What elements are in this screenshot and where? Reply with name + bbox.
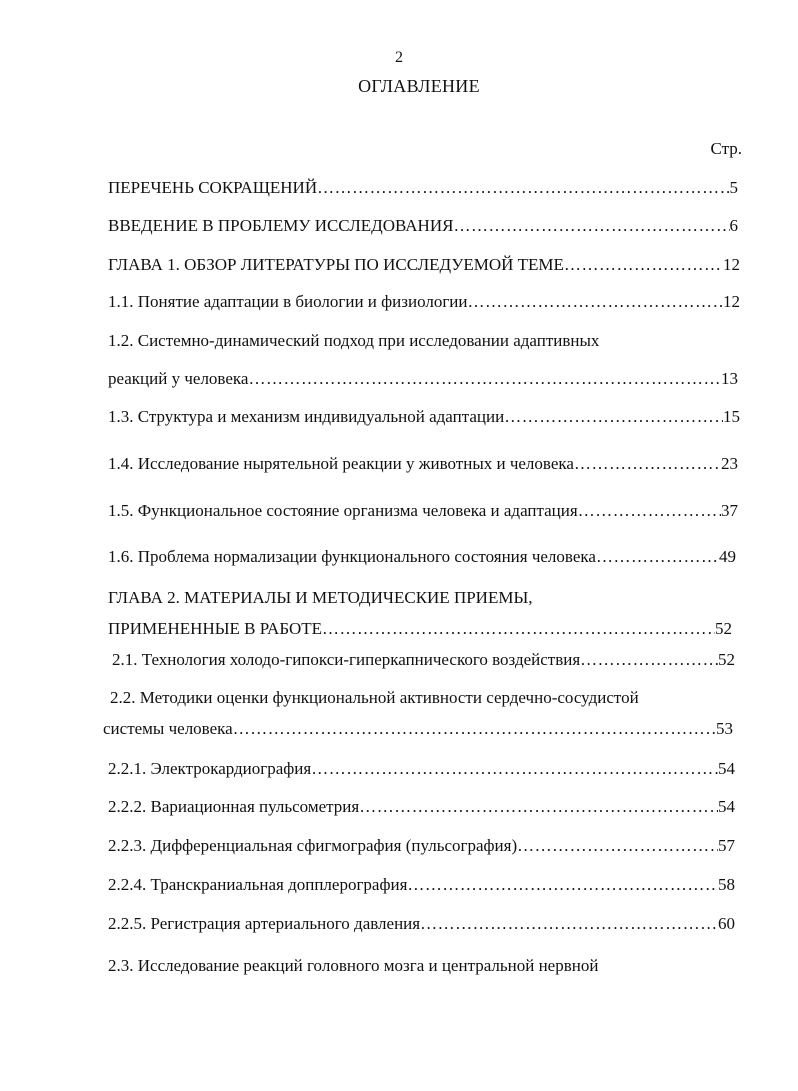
toc-entry-text: 2.2.2. Вариационная пульсометрия: [108, 797, 360, 816]
toc-entry-text: 2.2.3. Дифференциальная сфигмография (пульсография): [108, 836, 518, 855]
toc-leader-dots: [311, 757, 718, 781]
toc-entry-text: системы человека: [103, 719, 233, 738]
toc-entry: [103, 717, 733, 741]
toc-entry-line1: 2.2. Методики оценки функциональной активности сердечно-сосудистой: [110, 688, 639, 707]
toc-entry-text: 1.3. Структура и механизм индивидуальной адаптации: [108, 407, 505, 426]
toc-entry-line1: 2.3. Исследование реакций головного мозга и центральной нервной: [108, 956, 599, 975]
toc-entry: [108, 452, 738, 476]
toc-entry-page: 52: [718, 650, 735, 669]
toc-leader-dots: [580, 648, 718, 672]
toc-leader-dots: [578, 499, 721, 523]
toc-leader-dots: [407, 873, 718, 897]
toc-entry-page: 23: [721, 454, 738, 473]
toc-entry: [108, 834, 735, 858]
toc-entry-text: ПЕРЕЧЕНЬ СОКРАЩЕНИЙ: [108, 178, 318, 197]
toc-leader-dots: [248, 367, 721, 391]
page-number: 2: [395, 49, 403, 66]
toc-entry-line1: ГЛАВА 2. МАТЕРИАЛЫ И МЕТОДИЧЕСКИЕ ПРИЕМЫ,: [108, 588, 533, 607]
toc-leader-dots: [517, 834, 718, 858]
toc-entry-text: 2.2.4. Транскраниальная допплерография: [108, 875, 408, 894]
toc-entry: [108, 499, 738, 523]
toc-entry: [108, 214, 738, 238]
toc-entry: [108, 367, 738, 391]
toc-leader-dots: [453, 214, 729, 238]
toc-entry-page: 52: [715, 619, 732, 638]
toc-leader-dots: [420, 912, 718, 936]
toc-title: ОГЛАВЛЕНИЕ: [358, 76, 480, 96]
toc-entry: [108, 405, 740, 429]
toc-entry-page: 5: [729, 178, 738, 197]
toc-leader-dots: [504, 405, 723, 429]
toc-entry-page: 54: [718, 797, 735, 816]
toc-entry: [108, 873, 735, 897]
toc-entry-page: 13: [721, 369, 738, 388]
toc-entry: [108, 253, 740, 277]
toc-entry-text: 1.6. Проблема нормализации функционального состояния человека: [108, 547, 596, 566]
toc-entry-page: 58: [718, 875, 735, 894]
toc-leader-dots: [564, 253, 723, 277]
toc-entry: [108, 912, 735, 936]
toc-entry: [108, 545, 736, 569]
toc-entry-text: ПРИМЕНЕННЫЕ В РАБОТЕ: [108, 619, 323, 638]
toc-entry-page: 54: [718, 759, 735, 778]
toc-entry-page: 60: [718, 914, 735, 933]
toc-entry-text: 2.1. Технология холодо-гипокси-гиперкапнического воздействия: [112, 650, 581, 669]
toc-entry-page: 12: [723, 292, 740, 311]
toc-entry-page: 6: [729, 216, 738, 235]
toc-leader-dots: [468, 290, 723, 314]
toc-leader-dots: [596, 545, 719, 569]
toc-entry-page: 37: [721, 501, 738, 520]
toc-entry: [108, 617, 732, 641]
toc-entry-text: ГЛАВА 1. ОБЗОР ЛИТЕРАТУРЫ ПО ИССЛЕДУЕМОЙ ТЕМЕ: [108, 255, 564, 274]
toc-entry-page: 15: [723, 407, 740, 426]
toc-leader-dots: [359, 795, 718, 819]
toc-entry-page: 53: [716, 719, 733, 738]
toc-entry-text: 1.4. Исследование нырятельной реакции у животных и человека: [108, 454, 574, 473]
toc-entry-text: 1.1. Понятие адаптации в биологии и физиологии: [108, 292, 468, 311]
toc-entry-line1: 1.2. Системно-динамический подход при исследовании адаптивных: [108, 331, 600, 350]
toc-entry-text: 2.2.1. Электрокардиография: [108, 759, 312, 778]
toc-entry: [108, 757, 735, 781]
toc-entry: [108, 795, 735, 819]
toc-entry-page: 49: [719, 547, 736, 566]
page-column-label: Стр.: [710, 139, 742, 158]
toc-entry: [108, 290, 740, 314]
toc-leader-dots: [322, 617, 715, 641]
toc-entry-text: 2.2.5. Регистрация артериального давления: [108, 914, 421, 933]
toc-entry-text: ВВЕДЕНИЕ В ПРОБЛЕМУ ИССЛЕДОВАНИЯ: [108, 216, 454, 235]
toc-entry: [112, 648, 735, 672]
toc-entry: [108, 176, 738, 200]
toc-leader-dots: [233, 717, 716, 741]
toc-leader-dots: [574, 452, 721, 476]
toc-leader-dots: [317, 176, 729, 200]
toc-entry-text: реакций у человека: [108, 369, 249, 388]
toc-entry-page: 12: [723, 255, 740, 274]
toc-entry-page: 57: [718, 836, 735, 855]
toc-entry-text: 1.5. Функциональное состояние организма человека и адаптация: [108, 501, 578, 520]
